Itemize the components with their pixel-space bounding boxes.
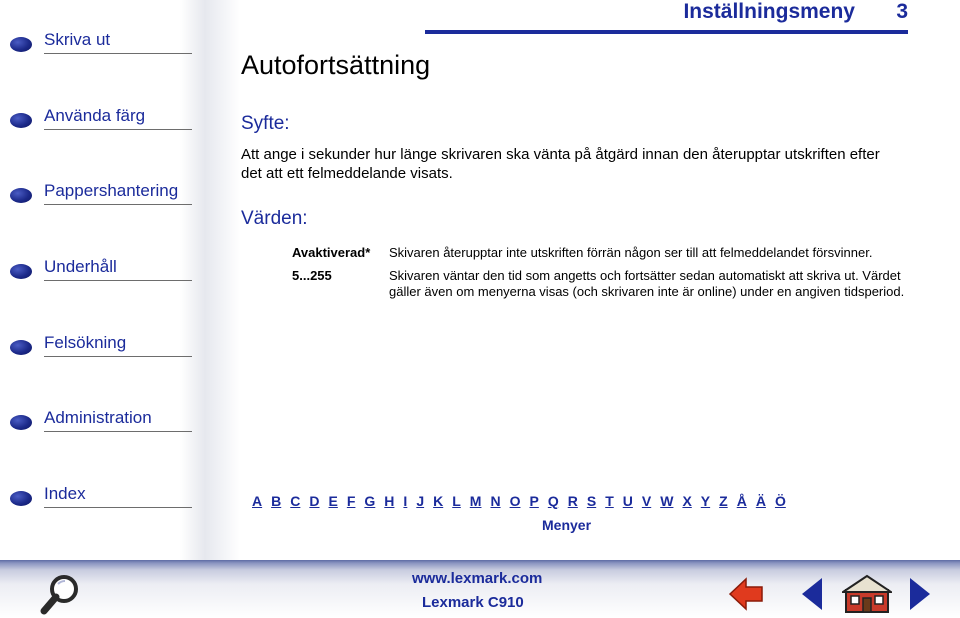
index-letter-link[interactable]: Y: [700, 493, 711, 509]
index-letter-link[interactable]: Ö: [774, 493, 786, 509]
value-name: 5...255: [292, 268, 332, 283]
values-table: [292, 245, 912, 307]
divider: [44, 129, 192, 130]
header-title[interactable]: Inställningsmeny: [683, 0, 855, 23]
index-letter-link[interactable]: I: [403, 493, 408, 509]
index-letter-link[interactable]: A: [252, 493, 263, 509]
back-arrow-icon[interactable]: [728, 576, 764, 612]
value-description: Skivaren återupptar inte utskriften förrän någon ser till att felmeddelandet försvinner.: [389, 245, 873, 260]
header-divider: [425, 30, 908, 34]
previous-page-icon[interactable]: [800, 576, 824, 612]
home-icon[interactable]: [842, 574, 892, 614]
index-letter-link[interactable]: E: [328, 493, 338, 509]
divider: [44, 507, 192, 508]
sidebar-item-administration[interactable]: [10, 408, 182, 432]
index-letter-link[interactable]: O: [509, 493, 521, 509]
index-letter-link[interactable]: Ä: [755, 493, 766, 509]
sidebar-item-pappershantering[interactable]: [10, 181, 182, 205]
sidebar-item-label: Pappershantering: [44, 181, 179, 200]
index-letter-link[interactable]: Q: [547, 493, 559, 509]
divider: [44, 204, 192, 205]
value-row: [292, 245, 912, 261]
bullet-icon: [10, 415, 32, 430]
sidebar-item-underhall[interactable]: [10, 257, 182, 281]
bullet-icon: [10, 37, 32, 52]
index-letter-link[interactable]: T: [605, 493, 614, 509]
index-letter-link[interactable]: S: [586, 493, 597, 509]
sidebar-item-label: Använda färg: [44, 106, 146, 125]
index-letter-link[interactable]: B: [271, 493, 282, 509]
sidebar-item-skriva-ut[interactable]: [10, 30, 182, 54]
value-description: Skivaren väntar den tid som angetts och fortsätter sedan automatiskt att skriva ut. Värdet gäller även om menyerna visas (och skrivaren inte är online) under en angiven tidsperiod.: [389, 268, 905, 299]
index-letter-link[interactable]: F: [346, 493, 356, 509]
bullet-icon: [10, 113, 32, 128]
divider: [44, 356, 192, 357]
bullet-icon: [10, 340, 32, 355]
index-letter-link[interactable]: L: [452, 493, 461, 509]
index-letter-link[interactable]: M: [469, 493, 482, 509]
sidebar-item-label: Index: [44, 484, 86, 503]
sidebar-item-label: Underhåll: [44, 257, 117, 276]
footer-url-link[interactable]: www.lexmark.com: [412, 570, 543, 587]
footer-product-name: Lexmark C910: [422, 594, 524, 611]
index-letter-link[interactable]: Å: [736, 493, 747, 509]
next-page-icon[interactable]: [908, 576, 932, 612]
bullet-icon: [10, 188, 32, 203]
index-letter-link[interactable]: Z: [719, 493, 728, 509]
sidebar-item-label: Felsökning: [44, 333, 127, 352]
divider: [44, 280, 192, 281]
index-letter-link[interactable]: C: [290, 493, 301, 509]
divider: [44, 431, 192, 432]
index-letter-link[interactable]: K: [433, 493, 444, 509]
index-letter-link[interactable]: G: [364, 493, 376, 509]
sidebar-item-anvanda-farg[interactable]: [10, 106, 182, 130]
index-letter-link[interactable]: R: [567, 493, 578, 509]
sidebar-item-label: Skriva ut: [44, 30, 111, 49]
index-letter-link[interactable]: J: [416, 493, 425, 509]
divider: [44, 53, 192, 54]
purpose-text: Att ange i sekunder hur länge skrivaren ska vänta på åtgärd innan den återupptar utskriften efter det att ett felmeddelande visats.: [241, 146, 880, 182]
index-letter-link[interactable]: U: [622, 493, 633, 509]
bullet-icon: [10, 491, 32, 506]
index-letter-link[interactable]: X: [682, 493, 692, 509]
sidebar-nav: [0, 0, 240, 560]
value-name: Avaktiverad*: [292, 245, 371, 260]
values-heading: Värden:: [241, 208, 308, 229]
search-icon[interactable]: [36, 572, 84, 616]
menus-link[interactable]: Menyer: [542, 517, 592, 533]
bullet-icon: [10, 264, 32, 279]
index-letter-link[interactable]: N: [490, 493, 501, 509]
alphabet-index: [252, 493, 795, 509]
sidebar-item-label: Administration: [44, 408, 152, 427]
purpose-heading: Syfte:: [241, 113, 290, 134]
page-title: Autofortsättning: [241, 50, 431, 80]
index-letter-link[interactable]: V: [641, 493, 652, 509]
index-letter-link[interactable]: D: [309, 493, 320, 509]
index-letter-link[interactable]: P: [529, 493, 539, 509]
sidebar-item-index[interactable]: [10, 484, 182, 508]
sidebar-item-felsokning[interactable]: [10, 333, 182, 357]
index-letter-link[interactable]: W: [660, 493, 674, 509]
page-number: 3: [896, 0, 908, 23]
value-row: [292, 268, 912, 300]
index-letter-link[interactable]: H: [384, 493, 395, 509]
